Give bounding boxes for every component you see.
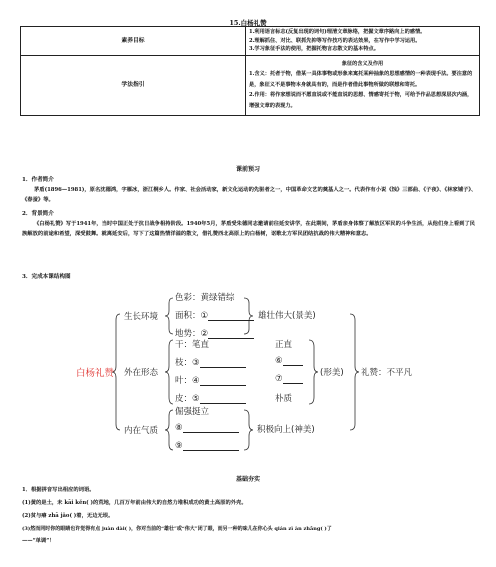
branch-spirit: 内在气质 <box>124 426 159 436</box>
form-item: 皮：⑤ <box>175 392 246 404</box>
preview-section-title: 课前预习 <box>235 166 260 173</box>
goal-item: 2.理解抓住、对比、联抓先抑等写作技巧的表达效果，在写作中学习运用。 <box>249 37 421 44</box>
form-result: (形美) <box>320 368 344 378</box>
form-right: ⑥ <box>275 356 303 366</box>
question-item: (3)然而同时你的眼睛也许觉得有点 juàn dài( )，你对当前的“雄壮”或“伟大”闭了眼，而另一种的味儿在你心头 qián zì àn zhǎng( )了 <box>22 526 332 532</box>
goals-cell <box>246 27 480 56</box>
author-text: 茅盾(1896—1981)，原名沈德鸿，字雁冰，浙江桐乡人。作家、社会活动家，新文化运动的先驱者之一，中国革命文艺的奠基人之一。代表作有小说《蚀》三部曲、《子夜》、《林家铺子》、《春蚕》等。 <box>22 187 477 203</box>
page-title: 15.白杨礼赞 <box>229 19 267 27</box>
goal-item: 3.学习象征手法的使用，把握托物言志散文的基本特点。 <box>249 46 379 52</box>
author-heading: 1．作者简介 <box>22 177 54 183</box>
form-right: 正直 <box>275 340 293 350</box>
final-conclusion: 礼赞：不平凡 <box>361 368 413 378</box>
spirit-item: 倔强挺立 <box>175 407 210 417</box>
form-item: 叶：④ <box>175 374 246 386</box>
branch-environment: 生长环境 <box>124 312 159 322</box>
spirit-item: ⑧ <box>175 423 239 433</box>
diagram-root: 白杨礼赞 <box>76 368 115 379</box>
guide-item: 1.含义：托者于物，借某一具体事物或形象来寓托某种抽象的思想感情的一种表现手法。要注意的是，象征义不是事物本身就具有的，而是作者借此事物所做的联想和寄托。 <box>249 71 473 88</box>
env-result: 雄壮伟大(景美) <box>258 311 316 321</box>
form-item: 枝：③ <box>175 356 246 368</box>
env-item: 面积：① <box>175 309 254 321</box>
goal-item: 1.利用语言标志(反复出现的词句)理清文章脉络，把握文章序路向上的感情。 <box>249 29 426 35</box>
goals-table <box>20 26 480 116</box>
guide-heading: 象征的含义及作用 <box>341 60 384 67</box>
env-item: 地势：② <box>175 327 254 339</box>
guide-cell <box>246 55 480 116</box>
structure-heading: 3．完成本课结构图 <box>22 274 71 280</box>
guide-label: 学法指引 <box>21 55 246 116</box>
question-heading: 1．根据拼音写出相应的词语。 <box>22 487 95 493</box>
structure-diagram <box>76 288 421 456</box>
question-item: (2)贫与瘠 zhā jǎo( )着，无边无垠。 <box>22 513 114 519</box>
background-text: 《白杨礼赞》写于1941年，当时中国正处于抗日战争相持阶段。1940年5月，茅盾受朱德同志邀请前往延安讲学，在此期间，茅盾亲身体察了解放区军民的斗争生活，从他们身上看到了民族解放的前途和希望，深受鼓舞。就离延安后，写下了这篇热情洋溢的散文，借礼赞西北高原上的白杨树，讴歌北方军民团结抗战的伟大精神和意志。 <box>22 221 476 237</box>
spirit-result: 积极向上(神美) <box>257 425 315 435</box>
spirit-item: ⑨ <box>175 441 239 451</box>
form-right: ⑦ <box>275 374 303 384</box>
background-heading: 2．背景简介 <box>22 211 54 217</box>
goals-label: 素养目标 <box>21 27 246 56</box>
form-right: 朴质 <box>275 394 293 404</box>
practice-section-title: 基础夯实 <box>235 476 260 483</box>
form-item: 干：笔直 <box>175 340 210 350</box>
env-item: 色彩：黄绿错综 <box>175 293 235 303</box>
question-item: ——“单调”！ <box>22 538 55 544</box>
guide-item: 2.作用：将作家想说而不愿直说或不能直说的思想、情感寄托于物，可给予作品思想深层次内涵，增强文章的表现力。 <box>249 92 473 109</box>
question-item: (1)黄的是土，未 kāi kěn( )的荒地，几百万年前由伟大的自然力堆积成功的黄土高原的外壳。 <box>22 500 247 506</box>
branch-form: 外在形态 <box>124 368 159 378</box>
